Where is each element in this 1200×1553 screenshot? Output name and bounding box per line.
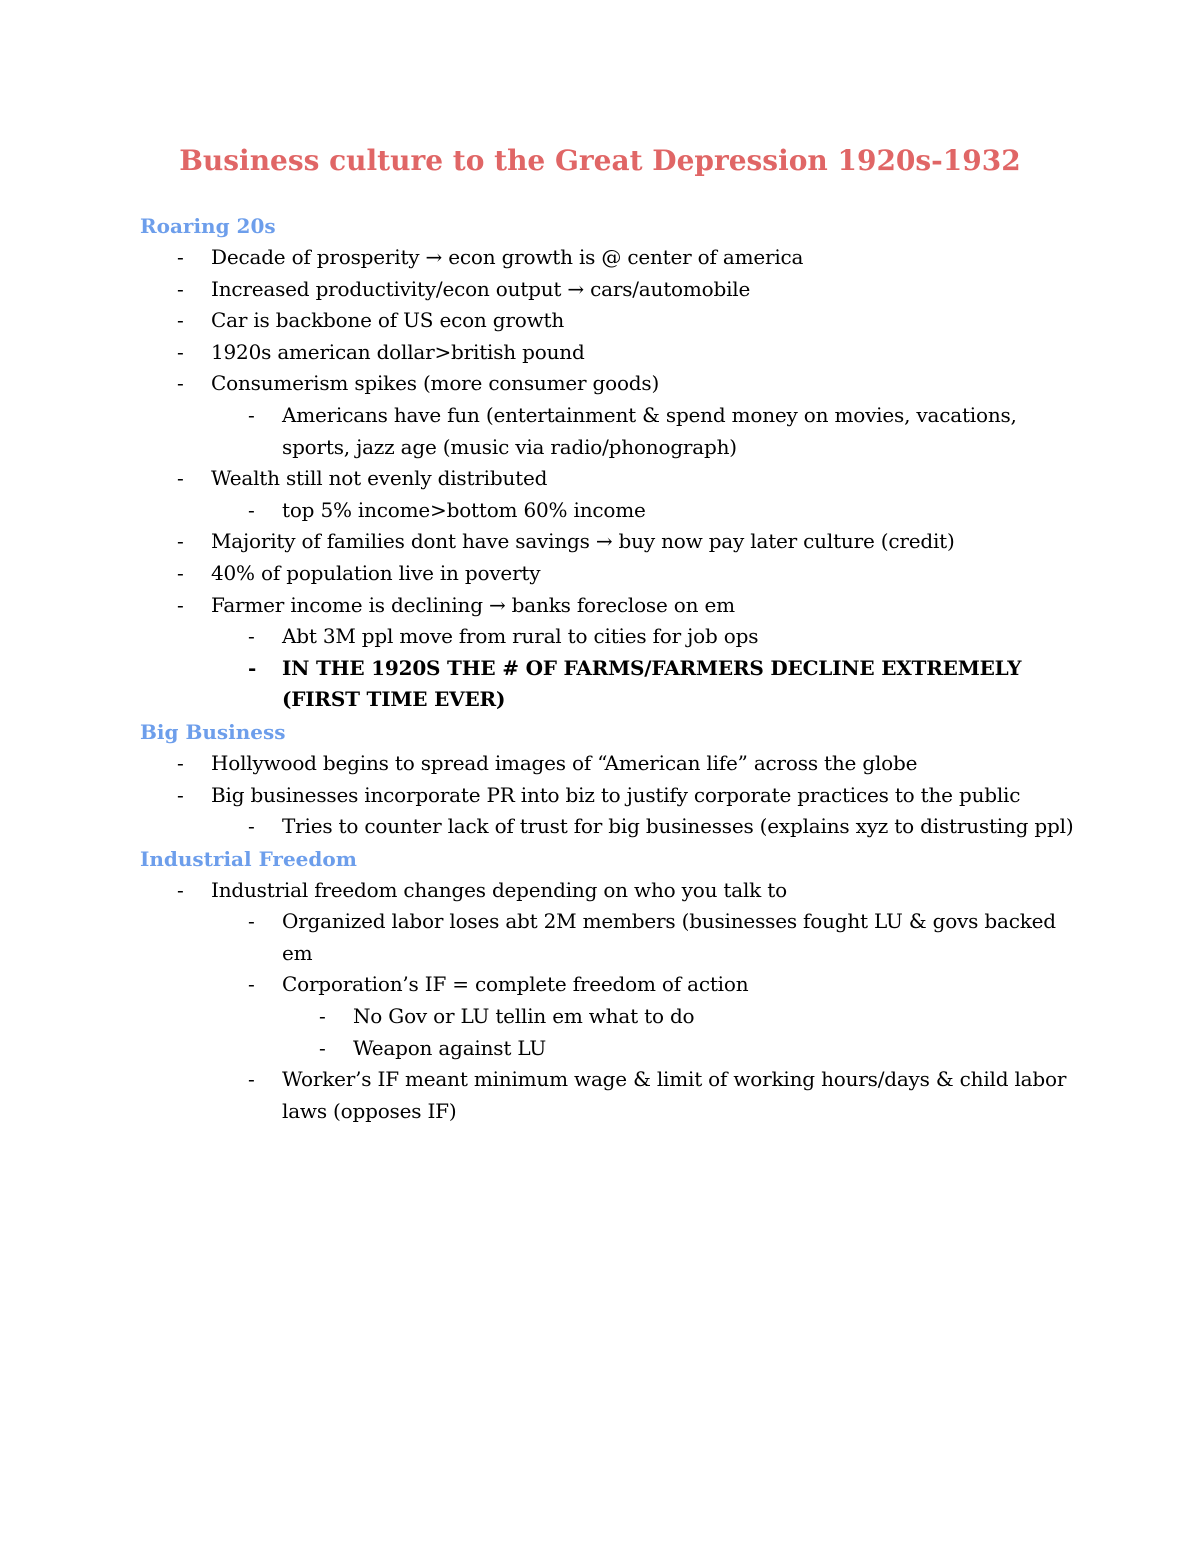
section-heading-big-business: Big Business [140,719,286,744]
list-item: - Majority of families dont have savings → buy now pay later culture (credit) [140,526,1080,558]
list-item: - Hollywood begins to spread images of “American life” across the globe [140,748,1080,780]
sub-list-item: - top 5% income>bottom 60% income [140,495,1080,527]
big-business-list [140,748,1080,843]
sub-list-item-emphasis: - IN THE 1920S THE # OF FARMS/FARMERS DECLINE EXTREMELY (FIRST TIME EVER) [140,653,1080,716]
sub-list-item: - Organized labor loses abt 2M members (businesses fought LU & govs backed em [140,906,1080,969]
roaring-20s-list [140,242,1080,716]
sub-list-item: - Tries to counter lack of trust for big businesses (explains xyz to distrusting ppl) [140,811,1080,843]
list-item: - Consumerism spikes (more consumer goods) [140,368,1080,400]
sub-list-item: - Americans have fun (entertainment & spend money on movies, vacations, sports, jazz age (music via radio/phonograph) [140,400,1080,463]
sub-sub-list-item: - No Gov or LU tellin em what to do [140,1001,1080,1033]
list-item: - Farmer income is declining → banks foreclose on em [140,590,1080,622]
sub-sub-list-item: - Weapon against LU [140,1033,1080,1065]
sub-list-item: - Abt 3M ppl move from rural to cities for job ops [140,621,1080,653]
list-item: - Industrial freedom changes depending on who you talk to [140,875,1080,907]
list-item: - Wealth still not evenly distributed [140,463,1080,495]
section-heading-industrial-freedom: Industrial Freedom [140,846,357,871]
sub-list-item: - Corporation’s IF = complete freedom of action [140,969,1080,1001]
section-heading-roaring-20s: Roaring 20s [140,214,276,238]
list-item: - Decade of prosperity → econ growth is @ center of america [140,242,1080,274]
sub-list-item: - Worker’s IF meant minimum wage & limit of working hours/days & child labor laws (opposes IF) [140,1064,1080,1127]
list-item: - Car is backbone of US econ growth [140,305,1080,337]
page-title: Business culture to the Great Depression 1920s-1932 [179,144,1021,177]
industrial-freedom-list [140,875,1080,1128]
notes-body [140,210,1080,1127]
list-item: - 1920s american dollar>british pound [140,337,1080,369]
list-item: - 40% of population live in poverty [140,558,1080,590]
list-item: - Big businesses incorporate PR into biz to justify corporate practices to the public [140,780,1080,812]
list-item: - Increased productivity/econ output → cars/automobile [140,274,1080,306]
